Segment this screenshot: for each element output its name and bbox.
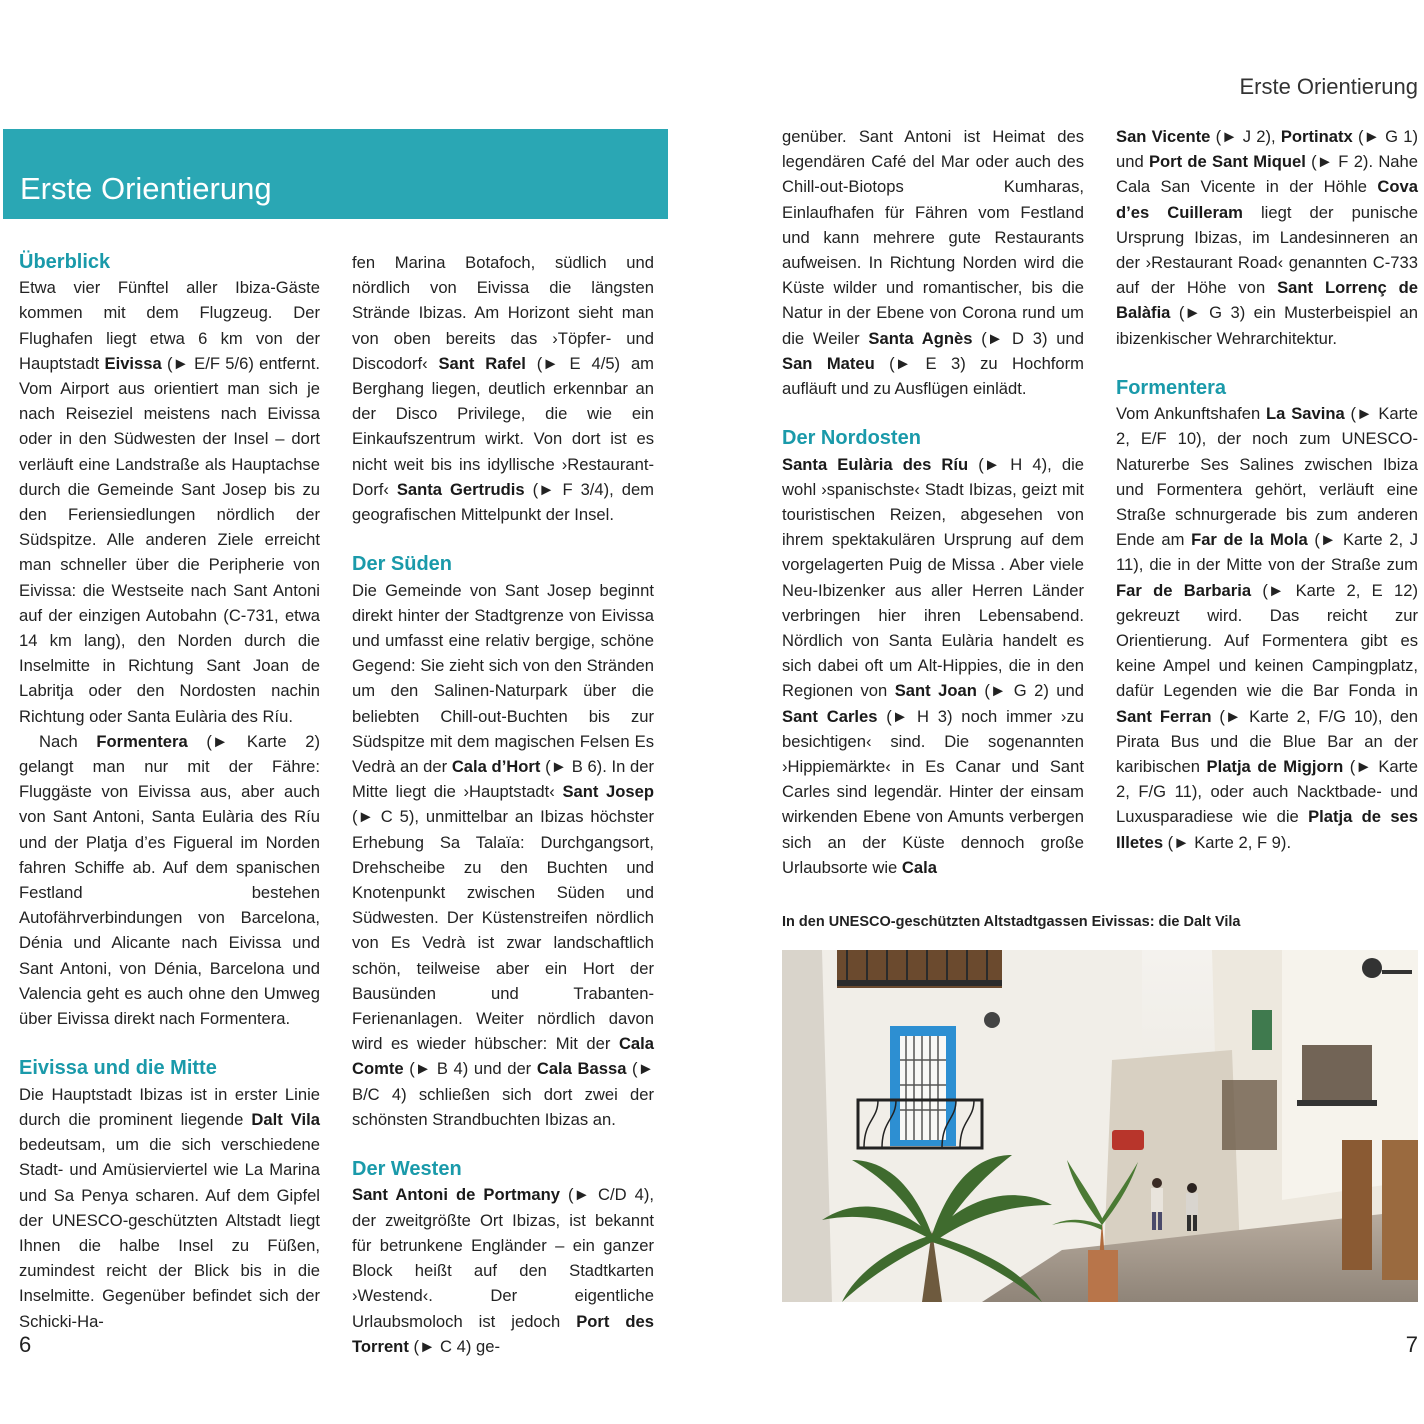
place-name: Port de Sant Miquel	[1148, 152, 1306, 172]
dalt-vila-photo	[782, 950, 1418, 1302]
paragraph: fen Marina Botafoch, südlich und nördlich von Eivissa die längsten Strände Ibizas. Am Horizont sieht man von oben bereits das ›Töpfer- und Discodorf‹ Sant Rafel (► E 4/5) am Berghang liegen, deutlich erkennbar an der Disco Privilege, die wie ein Einkaufszentrum wirkt. Von dort ist es nicht weit bis ins idyllische ›Restaurant-Dorf‹ Santa Gertrudis (► F 3/4), dem geografischen Mittelpunkt der Insel.	[352, 253, 654, 525]
place-name: Cala	[901, 857, 937, 877]
place-name: Santa Agnès	[868, 328, 973, 348]
place-name: Cala Comte	[352, 1034, 654, 1079]
place-name: Platja de ses Illetes	[1116, 807, 1418, 852]
section-heading: Überblick	[19, 251, 111, 273]
section-heading: Formentera	[1116, 377, 1227, 400]
place-name: Sant Ferran	[1116, 706, 1212, 726]
section-heading: Eivissa und die Mitte	[19, 1057, 217, 1080]
place-name: Port des Torrent	[352, 1311, 654, 1356]
place-name: Sant Lorrenç de Balàfia	[1116, 278, 1419, 323]
paragraph: Santa Eulària des Ríu (► H 4), die wohl ›spanischste‹ Stadt Ibizas, geizt mit touristischen Reizen, abgesehen von ihrem spektakulären Ursprung auf dem vorgelagerten Puig de Missa . Aber viele Neu-Ibizenker aus aller Herren Länder verbringen hier ihren Lebensabend. Nördlich von Santa Eulària handelt es sich dabei oft um Alt-Hippies, die in den Regionen von Sant Joan (► G 2) und Sant Carles (► H 3) noch immer ›zu besichtigen‹ sind. Die sogenannten ›Hippiemärkte‹ in Es Canar und Sant Carles sind legendär. Hinter der einsam wirkenden Ebene von Amunts verbergen sich an der Küste dennoch große Urlaubsorte wie Cala	[782, 454, 1084, 877]
page-number-right: 7	[1405, 1332, 1418, 1357]
place-name: Dalt Vila	[251, 1109, 320, 1129]
place-name: Sant Joan	[894, 681, 977, 701]
page-number-left: 6	[19, 1332, 32, 1357]
section-heading: Der Süden	[352, 553, 453, 576]
paragraph: Sant Antoni de Portmany (► C/D 4), der zweitgrößte Ort Ibizas, ist bekannt für betrunkene Engländer – ein ganzer Block heißt auf den Stadtkarten ›Westend‹. Der eigentliche Urlaubsmoloch ist jedoch Port des Torrent (► C 4) ge-	[352, 1185, 654, 1356]
place-name: Formentera	[96, 731, 188, 751]
place-name: Santa Eulària des Ríu	[782, 454, 969, 474]
running-head: Erste Orientierung	[1239, 74, 1418, 99]
paragraph: Etwa vier Fünftel aller Ibiza-Gäste kommen mit dem Flugzeug. Der Flughafen liegt etwa 6 km von der Hauptstadt Eivissa (► E/F 5/6) entfernt. Vom Airport aus orientiert man sich je nach Reiseziel meistens nach Eivissa oder in den Südwesten der Insel – dort verläuft eine Landstraße als Hauptachse durch die Gemeinde Sant Josep bis zu den Feriensiedlungen nördlich der Südspitze. Alle anderen Ziele erreicht man schneller über die Peripherie von Eivissa: die Westseite nach Sant Antoni auf der einzigen Autobahn (C-731, etwa 14 km lang), den Norden durch die Inselmitte in Richtung Sant Joan de Labritja oder den Nordosten nachin Richtung oder Santa Eulària des Ríu.	[19, 278, 320, 726]
section-gap	[1116, 351, 1418, 376]
paragraph: genüber. Sant Antoni ist Heimat des legendären Café del Mar oder auch des Chill-out-Biotops Kumharas, Einlaufhafen für Fähren vom Festland und kann mehrere gute Restaurants aufweisen. In Richtung Norden wird die Küste wilder und romantischer, bis die Natur in der Ebene von Corona rund um die Weiler Santa Agnès (► D 3) und San Mateu (► E 3) zu Hochform aufläuft und zu Ausflügen einlädt.	[782, 127, 1084, 399]
place-name: Sant Carles	[782, 706, 878, 726]
paragraph: San Vicente (► J 2), Portinatx (► G 1) und Port de Sant Miquel (► F 2). Nahe Cala San Vicente in der Höhle Cova d’es Cuilleram liegt der punische Ursprung Ibizas, im Landesinneren an der ›Restaurant Road‹ genannten C-733 auf der Höhe von Sant Lorrenç de Balàfia (► G 3) ein Musterbeispiel an ibizenkischer Wehrarchitektur.	[1116, 127, 1419, 348]
section-gap	[352, 1132, 654, 1157]
paragraph: Die Gemeinde von Sant Josep beginnt direkt hinter der Stadtgrenze von Eivissa und umfasst eine relativ bergige, schöne Gegend: Sie zieht sich von den Stränden um den Salinen-Naturpark über die beliebten Chill-out-Buchten bis zur Südspitze mit dem magischen Felsen Es Vedrà an der Cala d’Hort (► B 6). In der Mitte liegt die ›Hauptstadt‹ Sant Josep (► C 5), unmittelbar an Ibizas höchster Erhebung Sa Talaïa: Durchgangsort, Drehscheibe zu den Buchten und Knotenpunkt zwischen Süden und Südwesten. Der Küstenstreifen nördlich von Es Vedrà ist zwar landschaftlich schön, teilweise aber ein Hort der Bausünden und Trabanten-Ferienanlagen. Weiter nördlich davon wird es wieder hübscher: Mit der Cala Comte (► B 4) und der Cala Bassa (► B/C 4) schließen sich dort zwei der schönsten Strandbuchten Ibizas an.	[352, 580, 654, 1129]
place-name: La Savina	[1266, 404, 1345, 424]
section-gap	[782, 401, 1084, 426]
paragraph: Nach Formentera (► Karte 2) gelangt man nur mit der Fähre: Fluggäste von Eivissa aus, aber auch von Sant Antoni, Santa Eulària des Ríu und der Platja d’es Figueral im Norden fahren Schiffe ab. Auf dem spanischen Festland bestehen Autofährverbindungen von Barcelona, Dénia und Alicante nach Eivissa und Sant Antoni, von Dénia, Barcelona und Valencia geht es auch ohne den Umweg über Eivissa direkt nach Formentera.	[19, 731, 320, 1029]
section-gap	[19, 1031, 320, 1056]
place-name: Platja de Migjorn	[1206, 757, 1344, 777]
place-name: Cala Bassa	[536, 1059, 627, 1079]
text-column-2	[352, 250, 654, 1356]
place-name: Portinatx	[1280, 127, 1353, 146]
paragraph: Vom Ankunftshafen La Savina (► Karte 2, E/F 10), der noch zum UNESCO-Naturerbe Ses Salines zwischen Ibiza und Formentera gehört, verläuft eine Straße schnurgerade bis zum anderen Ende am Far de la Mola (► Karte 2, J 11), die in der Mitte von der Straße zum Far de Barbaria (► Karte 2, E 12) gekreuzt wird. Das reicht zur Orientierung. Auf Formentera gibt es keine Ampel und keinen Campingplatz, dafür Legenden wie die Bar Fonda in Sant Ferran (► Karte 2, F/G 10), den Pirata Bus und die Blue Bar an der karibischen Platja de Migjorn (► Karte 2, F/G 11), oder auch Nacktbade- und Luxusparadiese wie die Platja de ses Illetes (► Karte 2, F 9).	[1116, 404, 1419, 852]
chapter-title-band	[3, 129, 668, 219]
text-column-4	[1116, 124, 1418, 884]
place-name: Far de la Mola	[1191, 530, 1308, 550]
place-name: San Vicente	[1116, 127, 1211, 146]
chapter-title: Erste Orientierung	[20, 171, 272, 206]
place-name: Cala d’Hort	[451, 757, 541, 777]
section-gap	[352, 527, 654, 552]
section-heading: Der Westen	[352, 1158, 462, 1181]
text-column-3	[782, 124, 1084, 884]
place-name: Eivissa	[104, 353, 162, 373]
place-name: Far de Barbaria	[1116, 580, 1252, 600]
photo-caption: In den UNESCO-geschützten Altstadtgassen Eivissas: die Dalt Vila	[782, 914, 1241, 930]
place-name: Sant Rafel	[438, 353, 526, 373]
place-name: Sant Josep	[562, 782, 654, 802]
text-column-1	[19, 250, 320, 1331]
place-name: Cova d’es Cuilleram	[1116, 177, 1418, 222]
paragraph: Die Hauptstadt Ibizas ist in erster Linie durch die prominent liegende Dalt Vila bedeutsam, um die sich verschiedene Stadt- und Amüsierviertel wie La Marina und Sa Penya scharen. Auf dem Gipfel der UNESCO-geschützten Altstadt liegt Ihnen die halbe Insel zu Füßen, zumindest reicht der Blick bis in die Inselmitte. Gegenüber befindet sich der Schicki-Ha-	[19, 1084, 320, 1331]
section-heading: Der Nordosten	[782, 427, 921, 450]
place-name: San Mateu	[782, 353, 875, 373]
place-name: Sant Antoni de Portmany	[352, 1185, 560, 1205]
place-name: Santa Gertrudis	[396, 479, 525, 499]
